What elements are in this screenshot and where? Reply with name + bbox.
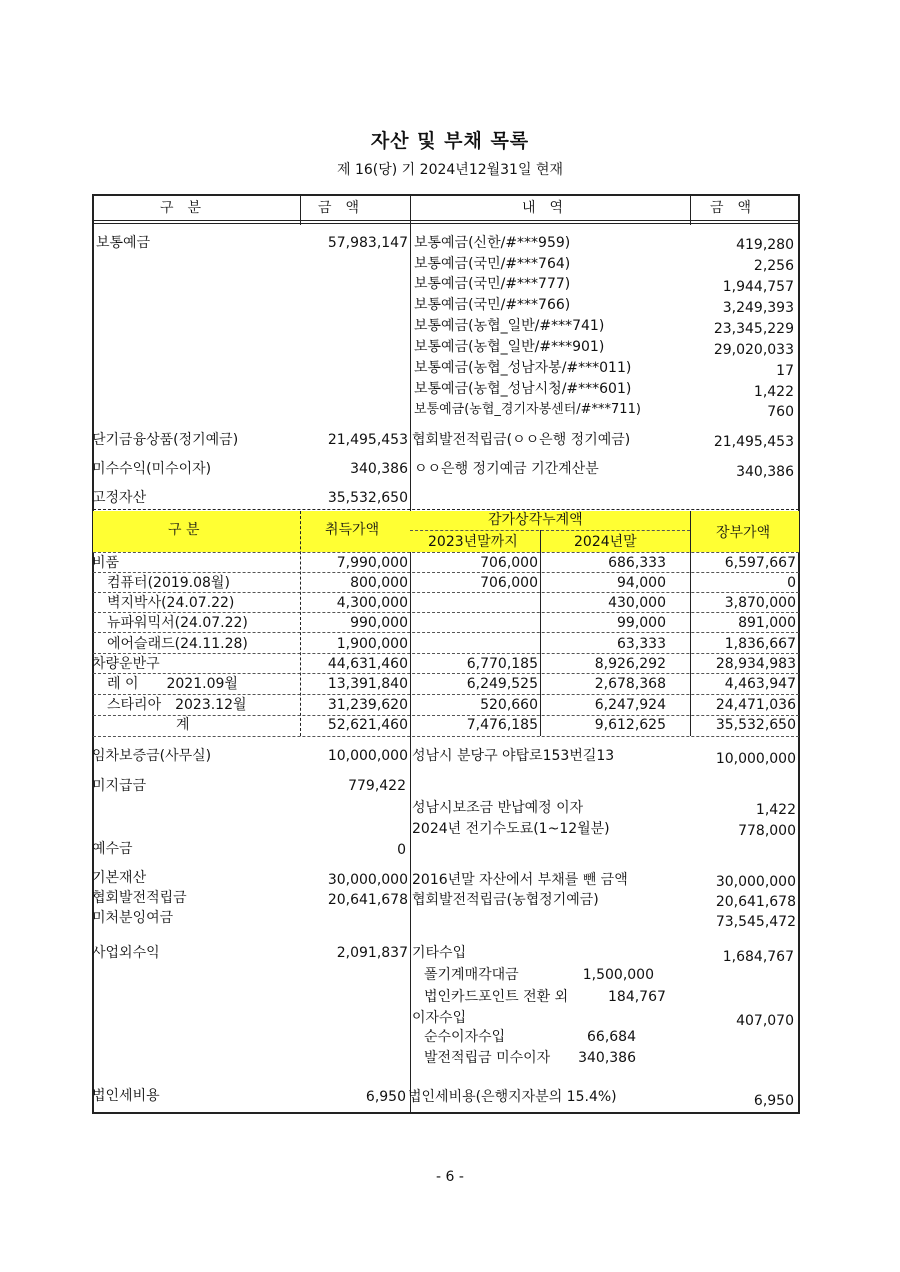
other-item-desc: 법인카드포인트 전환 외 xyxy=(424,989,569,1005)
fixed-row-divider xyxy=(93,632,799,633)
accrued-total: 340,386 xyxy=(350,461,408,477)
other-item-amount: 184,767 xyxy=(608,989,666,1005)
unpaid-label: 미지급금 xyxy=(92,778,147,794)
col-divider-1 xyxy=(300,195,301,225)
bank-item-amount: 3,249,393 xyxy=(722,300,794,316)
fixed-row-divider xyxy=(93,592,799,593)
fixed-row-divider xyxy=(93,612,799,613)
fixed-row-d2024: 63,333 xyxy=(617,636,666,652)
fixed-row-book: 24,471,036 xyxy=(715,697,796,713)
fixed-row-d2024: 2,678,368 xyxy=(594,676,666,692)
fixed-row-d2024: 430,000 xyxy=(608,595,666,611)
bank-item-desc: 보통예금(농협_일반/#***741) xyxy=(414,318,605,334)
fixed-row-d2024: 94,000 xyxy=(617,575,666,591)
fixed-row-divider xyxy=(93,653,799,654)
fixed-row-name: 벽지박사(24.07.22) xyxy=(107,595,235,611)
fixed-label: 고정자산 xyxy=(92,490,147,506)
fixed-row-acq: 7,990,000 xyxy=(336,555,408,571)
dev-fund-desc: 협회발전적립금(농협정기예금) xyxy=(412,892,599,908)
header-divider-double xyxy=(93,223,799,224)
accrued-amount: 340,386 xyxy=(736,464,794,480)
fixed-header-acquisition: 취득가액 xyxy=(325,522,380,538)
bank-item-desc: 보통예금(신한/#***959) xyxy=(414,235,571,251)
col-divider-2 xyxy=(410,195,411,1113)
fixed-header-until-2023: 2023년말까지 xyxy=(428,534,518,550)
bank-item-desc: 보통예금(농협_경기자봉센터/#***711) xyxy=(414,402,641,417)
bank-deposit-label: 보통예금 xyxy=(96,235,151,251)
bank-item-desc: 보통예금(농협_성남자봉/#***011) xyxy=(414,360,632,376)
col-divider-3 xyxy=(690,195,691,225)
fixed-row-d2023: 706,000 xyxy=(480,555,538,571)
fixed-total: 35,532,650 xyxy=(327,490,408,506)
header-amount2: 금 액 xyxy=(710,200,752,216)
accrued-desc: ㅇㅇ은행 정기예금 기간계산분 xyxy=(414,461,599,477)
fixed-row-book: 4,463,947 xyxy=(724,676,796,692)
fixed-row-book: 35,532,650 xyxy=(715,717,796,733)
bank-item-amount: 29,020,033 xyxy=(713,342,794,358)
basic-property-label: 기본재산 xyxy=(92,870,147,886)
bank-item-amount: 760 xyxy=(767,404,794,420)
fixed-row-book: 6,597,667 xyxy=(724,555,796,571)
fixed-row-acq: 44,631,460 xyxy=(327,656,408,672)
fixed-row-book: 0 xyxy=(787,575,796,591)
basic-property-desc: 2016년말 자산에서 부채를 뺀 금액 xyxy=(412,872,628,888)
fixed-row-name: 컴퓨터(2019.08월) xyxy=(107,575,230,591)
short-term-label: 단기금융상품(정기예금) xyxy=(92,432,239,448)
header-amount: 금 액 xyxy=(318,200,360,216)
fixed-header-category: 구 분 xyxy=(168,522,200,538)
unpaid-item-amount: 1,422 xyxy=(755,802,796,818)
fixed-total-label: 계 xyxy=(176,717,190,733)
fixed-row-acq: 1,900,000 xyxy=(336,636,408,652)
page-number: - 6 - xyxy=(436,1169,464,1185)
retained-label: 미처분잉여금 xyxy=(92,910,174,926)
fixed-row-acq: 990,000 xyxy=(350,615,408,631)
fixed-row-name: 차량운반구 xyxy=(92,656,160,672)
bank-item-desc: 보통예금(국민/#***764) xyxy=(414,256,571,272)
fixed-header-2024: 2024년말 xyxy=(574,534,637,550)
fixed-row-acq: 31,239,620 xyxy=(327,697,408,713)
bank-item-desc: 보통예금(국민/#***777) xyxy=(414,276,571,292)
bank-item-amount: 2,256 xyxy=(753,258,794,274)
short-term-desc: 협회발전적립금(ㅇㅇ은행 정기예금) xyxy=(412,432,631,448)
interest-income-amount: 407,070 xyxy=(736,1013,794,1029)
fixed-row-name: 뉴파워믹서(24.07.22) xyxy=(107,615,248,631)
document-subtitle: 제 16(당) 기 2024년12월31일 현재 xyxy=(337,162,563,178)
bank-item-desc: 보통예금(농협_성남시청/#***601) xyxy=(414,381,632,397)
fixed-row-divider xyxy=(93,572,799,573)
corp-tax-label: 법인세비용 xyxy=(92,1088,160,1104)
withholding-total: 0 xyxy=(397,842,406,858)
bank-item-amount: 17 xyxy=(776,363,794,379)
interest-item-amount: 66,684 xyxy=(587,1029,636,1045)
fixed-row-d2023: 7,476,185 xyxy=(466,717,538,733)
nonop-income-total: 2,091,837 xyxy=(336,945,408,961)
fixed-row-divider xyxy=(93,673,799,674)
bank-item-desc: 보통예금(국민/#***766) xyxy=(414,297,571,313)
corp-tax-amount: 6,950 xyxy=(753,1093,794,1109)
fixed-row-d2023: 706,000 xyxy=(480,575,538,591)
lease-deposit-desc: 성남시 분당구 야탑로153번길13 xyxy=(412,748,615,764)
dev-fund-amount: 20,641,678 xyxy=(715,894,796,910)
fixed-row-d2024: 6,247,924 xyxy=(594,697,666,713)
fixed-row-book: 28,934,983 xyxy=(715,656,796,672)
fixed-row-book: 3,870,000 xyxy=(724,595,796,611)
other-item-amount: 1,500,000 xyxy=(582,967,654,983)
bank-deposit-total: 57,983,147 xyxy=(327,235,408,251)
fixed-row-book: 1,836,667 xyxy=(724,636,796,652)
bank-item-amount: 419,280 xyxy=(736,237,794,253)
lease-deposit-label: 임차보증금(사무실) xyxy=(92,748,212,764)
fixed-row-divider xyxy=(93,715,799,716)
other-income-amount: 1,684,767 xyxy=(722,949,794,965)
fixed-row-d2024: 99,000 xyxy=(617,615,666,631)
basic-property-total: 30,000,000 xyxy=(327,872,408,888)
accrued-label: 미수수익(미수이자) xyxy=(92,461,212,477)
unpaid-item-desc: 성남시보조금 반납예정 이자 xyxy=(412,800,584,816)
fixed-row-d2024: 8,926,292 xyxy=(594,656,666,672)
fixed-row-d2024: 9,612,625 xyxy=(594,717,666,733)
interest-item-desc: 순수이자수입 xyxy=(424,1029,506,1045)
fixed-header-bottom xyxy=(93,552,799,553)
bank-item-amount: 1,422 xyxy=(753,384,794,400)
fixed-header-subline xyxy=(410,530,690,531)
fixed-row-name: 에어슬래드(24.11.28) xyxy=(107,636,248,652)
fixed-row-name: 비품 xyxy=(92,555,120,571)
dev-fund-label: 협회발전적립금 xyxy=(92,890,187,906)
fixed-row-book: 891,000 xyxy=(738,615,796,631)
fixed-row-acq: 52,621,460 xyxy=(327,717,408,733)
fixed-row-acq: 800,000 xyxy=(350,575,408,591)
fixed-divider xyxy=(93,509,799,510)
fixed-row-acq: 13,391,840 xyxy=(327,676,408,692)
document-title: 자산 및 부채 목록 xyxy=(370,130,530,152)
interest-income-label: 이자수입 xyxy=(412,1010,467,1026)
fixed-header-book-value: 장부가액 xyxy=(716,525,771,541)
lease-deposit-amount: 10,000,000 xyxy=(715,751,796,767)
unpaid-item-desc: 2024년 전기수도료(1~12월분) xyxy=(412,821,610,837)
header-detail: 내 역 xyxy=(522,200,564,216)
fixed-row-name: 레 이 2021.09월 xyxy=(107,676,238,692)
nonop-income-label: 사업외수익 xyxy=(92,945,160,961)
fixed-row-d2023: 6,249,525 xyxy=(466,676,538,692)
fixed-row-divider xyxy=(93,694,799,695)
header-divider xyxy=(93,220,799,221)
dev-fund-total: 20,641,678 xyxy=(327,892,408,908)
lease-deposit-total: 10,000,000 xyxy=(327,748,408,764)
fixed-row-name: 스타리아 2023.12월 xyxy=(107,697,247,713)
basic-property-amount: 30,000,000 xyxy=(715,874,796,890)
other-item-desc: 폴기계매각대금 xyxy=(424,967,519,983)
corp-tax-total: 6,950 xyxy=(365,1089,406,1105)
bank-item-amount: 23,345,229 xyxy=(713,321,794,337)
header-category: 구 분 xyxy=(160,200,202,216)
unpaid-total: 779,422 xyxy=(348,778,406,794)
fixed-row-d2023: 6,770,185 xyxy=(466,656,538,672)
bank-item-amount: 1,944,757 xyxy=(722,279,794,295)
unpaid-item-amount: 778,000 xyxy=(738,823,796,839)
short-term-amount: 21,495,453 xyxy=(713,434,794,450)
fixed-table-bottom xyxy=(93,736,799,737)
corp-tax-desc: 법인세비용(은행지자분의 15.4%) xyxy=(408,1089,617,1105)
fixed-row-d2024: 686,333 xyxy=(608,555,666,571)
retained-amount: 73,545,472 xyxy=(715,914,796,930)
short-term-total: 21,495,453 xyxy=(327,432,408,448)
withholding-label: 예수금 xyxy=(92,841,133,857)
fixed-row-d2023: 520,660 xyxy=(480,697,538,713)
bank-item-desc: 보통예금(농협_일반/#***901) xyxy=(414,339,605,355)
interest-item-desc: 발전적립금 미수이자 xyxy=(424,1050,551,1066)
other-income-label: 기타수입 xyxy=(412,945,467,961)
fixed-header-depreciation: 감가상각누계액 xyxy=(488,512,583,528)
fixed-row-acq: 4,300,000 xyxy=(336,595,408,611)
interest-item-amount: 340,386 xyxy=(578,1050,636,1066)
